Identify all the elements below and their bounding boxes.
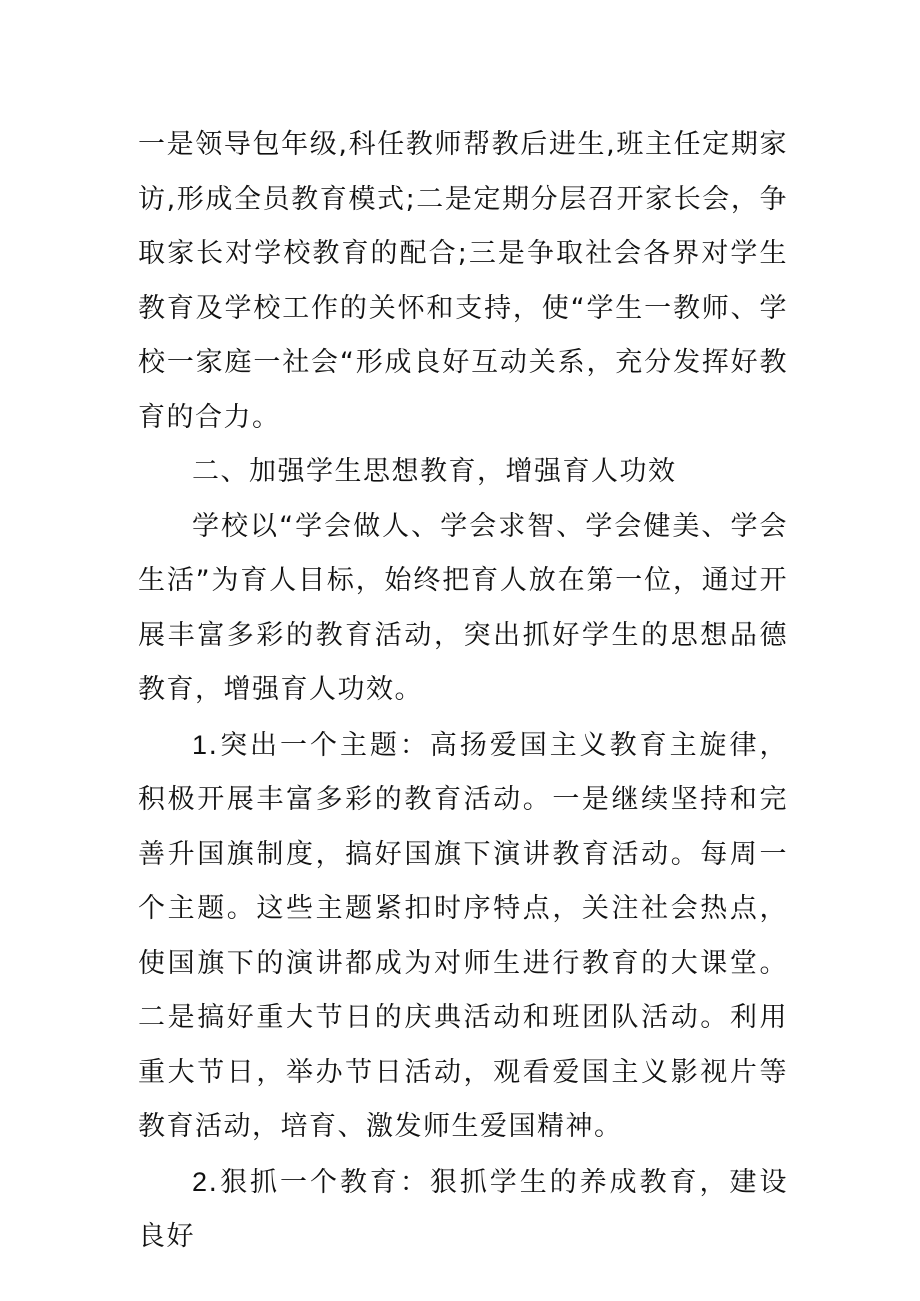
item-number: 1 [192,729,209,760]
paragraph-education-goals [138,500,788,718]
paragraph-item-1-patriotism [138,718,788,1155]
paragraph-home-school-cooperation [138,118,788,445]
item-number: 2 [192,1166,209,1197]
paragraph-text: .狠抓一个教育：狠抓学生的养成教育，建设良好 [138,1166,788,1252]
paragraph-text: 一是领导包年级,科任教师帮教后进生,班主任定期家访,形成全员教育模式;二是定期分层召开家长会，争取家长对学校教育的配合;三是争取社会各界对学生教育及学校工作的关怀和支持，使“学生一教师、学校一家庭一社会“形成良好互动关系，充分发挥好教育的合力。 [138,129,788,433]
paragraph-text: 学校以“学会做人、学会求智、学会健美、学会生活”为育人目标，始终把育人放在第一位，通过开展丰富多彩的教育活动，突出抓好学生的思想品德教育，增强育人功效。 [138,510,788,705]
paragraph-text: .突出一个主题：高扬爱国主义教育主旋律，积极开展丰富多彩的教育活动。一是继续坚持和完善升国旗制度，搞好国旗下演讲教育活动。每周一个主题。这些主题紧扣时序特点，关注社会热点，使国旗下的演讲都成为对师生进行教育的大课堂。二是搞好重大节日的庆典活动和班团队活动。利用重大节日，举办节日活动，观看爱国主义影视片等教育活动，培育、激发师生爱国精神。 [138,729,788,1142]
document-body [138,118,788,1265]
heading-text: 二、加强学生思想教育，增强育人功效 [192,456,677,487]
paragraph-item-2-habits [138,1155,788,1265]
section-heading-moral-education [138,445,788,500]
